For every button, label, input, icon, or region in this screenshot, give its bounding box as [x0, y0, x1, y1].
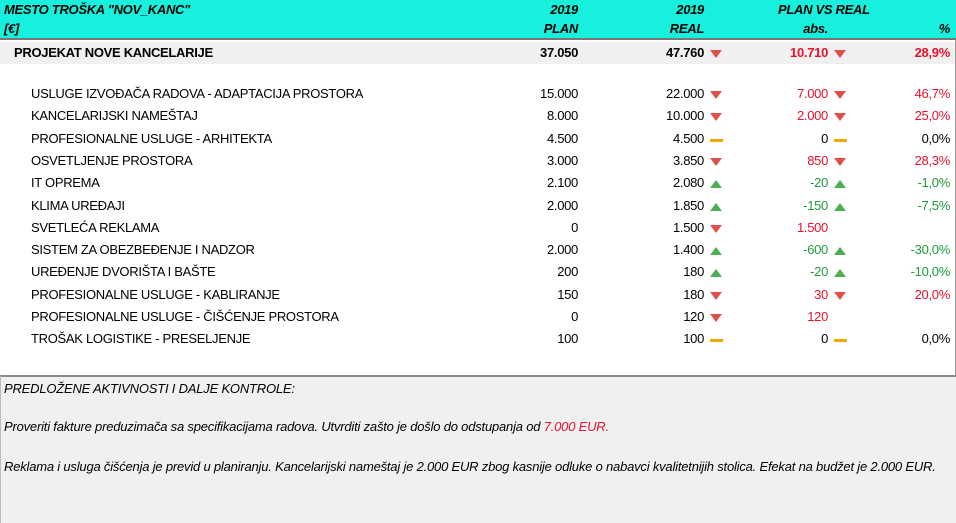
trend-down-icon — [833, 157, 847, 167]
item-pct: 0,0% — [921, 130, 950, 146]
trend-up-icon — [833, 202, 847, 212]
item-pct: -30,0% — [910, 242, 950, 258]
item-label: PROFESIONALNE USLUGE - ARHITEKTA — [31, 130, 272, 146]
item-label: IT OPREMA — [31, 175, 100, 191]
notes-paragraph-1-amount: 7.000 EUR. — [543, 419, 609, 434]
trend-up-icon — [833, 179, 847, 189]
table-row — [0, 105, 956, 127]
year-real-header: 2019 — [676, 2, 704, 17]
item-real: 180 — [683, 264, 704, 280]
table-row — [0, 150, 956, 172]
item-abs: -20 — [810, 264, 828, 280]
item-plan: 0 — [571, 219, 578, 235]
item-pct: 0,0% — [921, 331, 950, 347]
trend-down-icon — [709, 291, 723, 301]
col-abs-header: abs. — [803, 21, 828, 36]
item-real: 1.850 — [672, 197, 704, 213]
item-abs: 30 — [814, 286, 828, 302]
item-abs: -150 — [803, 197, 828, 213]
trend-up-icon — [833, 268, 847, 278]
item-label: SVETLEĆA REKLAMA — [31, 219, 160, 235]
year-plan-header: 2019 — [550, 2, 578, 17]
item-plan: 2.000 — [546, 242, 578, 258]
item-pct: 25,0% — [914, 108, 950, 124]
item-real: 4.500 — [672, 130, 704, 146]
notes-heading: PREDLOŽENE AKTIVNOSTI I DALJE KONTROLE: — [4, 381, 295, 396]
total-abs: 10.710 — [790, 45, 828, 60]
item-pct: -10,0% — [910, 264, 950, 280]
item-pct: -7,5% — [917, 197, 950, 213]
item-real: 10.000 — [666, 108, 704, 124]
item-real: 1.400 — [672, 242, 704, 258]
item-label: OSVETLJENJE PROSTORA — [31, 152, 193, 168]
item-plan: 15.000 — [540, 86, 578, 101]
total-abs-trend-down-icon — [833, 49, 847, 59]
trend-flat-icon — [709, 135, 723, 145]
trend-up-icon — [709, 179, 723, 189]
trend-flat-icon — [709, 335, 723, 345]
table-row — [0, 195, 956, 217]
currency-label: [€] — [4, 21, 19, 36]
item-label: SISTEM ZA OBEZBEĐENJE I NADZOR — [31, 242, 255, 258]
col-pct-header: % — [938, 21, 950, 36]
cost-center-title: MESTO TROŠKA "NOV_KANC" — [4, 2, 190, 17]
item-label: UREĐENJE DVORIŠTA I BAŠTE — [31, 264, 216, 280]
trend-down-icon — [709, 313, 723, 323]
item-plan: 4.500 — [546, 130, 578, 146]
item-label: KANCELARIJSKI NAMEŠTAJ — [31, 108, 198, 124]
total-pct: 28,9% — [914, 45, 950, 60]
item-label: PROFESIONALNE USLUGE - ČIŠĆENJE PROSTORA — [31, 309, 339, 324]
item-real: 120 — [683, 309, 704, 324]
trend-down-icon — [833, 112, 847, 122]
item-plan: 0 — [571, 309, 578, 324]
table-row — [0, 306, 956, 328]
col-real-header: REAL — [669, 21, 704, 36]
item-abs: -20 — [810, 175, 828, 191]
table-row — [0, 83, 956, 105]
total-row — [0, 42, 956, 64]
item-abs: 2.000 — [796, 108, 828, 124]
item-plan: 2.000 — [546, 197, 578, 213]
item-label: PROFESIONALNE USLUGE - KABLIRANJE — [31, 286, 280, 302]
table-row — [0, 328, 956, 350]
trend-up-icon — [709, 268, 723, 278]
item-label: KLIMA UREĐAJI — [31, 197, 125, 213]
notes-panel — [0, 375, 956, 523]
trend-down-icon — [709, 112, 723, 122]
total-real-trend-down-icon — [709, 49, 723, 59]
plan-vs-real-header: PLAN VS REAL — [778, 2, 870, 17]
trend-flat-icon — [833, 335, 847, 345]
item-pct: 46,7% — [914, 86, 950, 101]
item-abs: 7.000 — [796, 86, 828, 101]
item-pct: 28,3% — [914, 152, 950, 168]
item-plan: 200 — [557, 264, 578, 280]
total-real: 47.760 — [666, 45, 704, 60]
table-row — [0, 217, 956, 239]
item-abs: 0 — [821, 331, 828, 347]
table-row — [0, 239, 956, 261]
item-real: 2.080 — [672, 175, 704, 191]
table-row — [0, 128, 956, 150]
item-abs: 120 — [807, 309, 828, 324]
item-real: 1.500 — [672, 219, 704, 235]
trend-up-icon — [709, 202, 723, 212]
trend-down-icon — [709, 157, 723, 167]
trend-flat-icon — [833, 135, 847, 145]
item-real: 22.000 — [666, 86, 704, 101]
trend-down-icon — [709, 224, 723, 234]
notes-paragraph-2: Reklama i usluga čišćenja je previd u planiranju. Kancelarijski nameštaj je 2.000 EUR zbog kasnije odluke o nabavci kvalitetnijih stolica. Efekat na budžet je 2.000 EUR. — [4, 459, 936, 474]
table-header — [0, 0, 956, 40]
notes-paragraph-1 — [4, 417, 952, 436]
item-plan: 100 — [557, 331, 578, 347]
item-plan: 3.000 — [546, 152, 578, 168]
item-abs: 850 — [807, 152, 828, 168]
item-real: 3.850 — [672, 152, 704, 168]
item-plan: 8.000 — [546, 108, 578, 124]
item-plan: 150 — [557, 286, 578, 302]
trend-up-icon — [833, 246, 847, 256]
trend-up-icon — [709, 246, 723, 256]
trend-down-icon — [833, 291, 847, 301]
notes-paragraph-1-text: Proveriti fakture preduzimača sa specifikacijama radova. Utvrditi zašto je došlo do odstupanja od — [4, 419, 541, 434]
trend-down-icon — [709, 90, 723, 100]
item-pct: 20,0% — [914, 286, 950, 302]
item-abs: -600 — [803, 242, 828, 258]
table-row — [0, 284, 956, 306]
table-row — [0, 172, 956, 194]
total-label: PROJEKAT NOVE KANCELARIJE — [14, 45, 213, 60]
item-abs: 1.500 — [796, 219, 828, 235]
item-label: USLUGE IZVOĐAČA RADOVA - ADAPTACIJA PROSTORA — [31, 86, 364, 101]
item-abs: 0 — [821, 130, 828, 146]
item-real: 180 — [683, 286, 704, 302]
table-row — [0, 261, 956, 283]
item-real: 100 — [683, 331, 704, 347]
item-label: TROŠAK LOGISTIKE - PRESELJENJE — [31, 331, 251, 347]
item-plan: 2.100 — [546, 175, 578, 191]
total-plan: 37.050 — [540, 45, 578, 60]
col-plan-header: PLAN — [543, 21, 578, 36]
item-pct: -1,0% — [917, 175, 950, 191]
trend-down-icon — [833, 90, 847, 100]
